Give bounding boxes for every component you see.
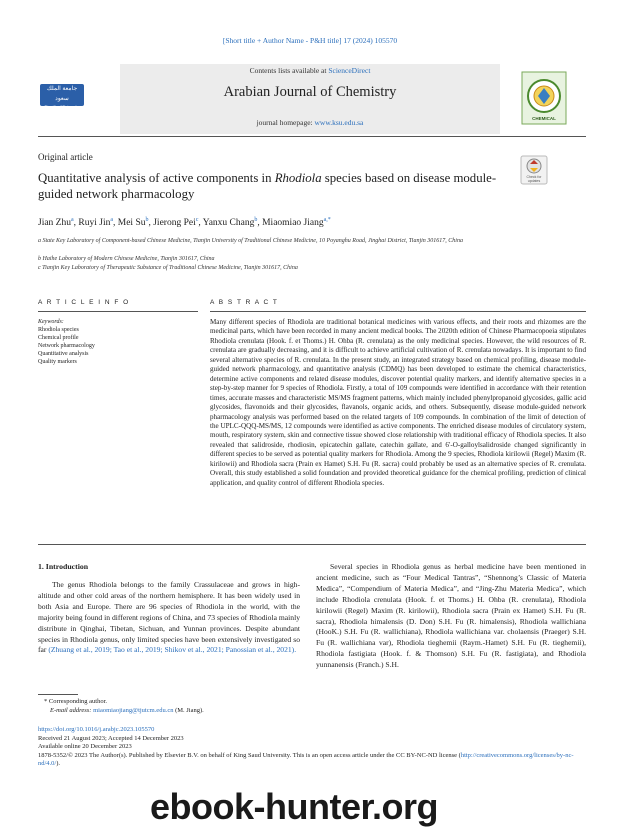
ksu-logo-text: جامعة الملك سعود King Saud University [44, 86, 80, 109]
author-name[interactable]: Jian Zhu [38, 218, 71, 229]
author-affiliation-marker[interactable]: b [145, 217, 149, 223]
check-label: Check for updates [526, 175, 542, 183]
license-text: 1878-5352/© 2023 The Author(s). Published by Elsevier B.V. on behalf of King Saud University. This is an open access article under the CC BY-NC-ND license ( [38, 751, 461, 759]
publication-info [38, 726, 586, 769]
contents-prefix: Contents lists available at [249, 66, 329, 75]
author-name[interactable]: Miaomiao Jiang [262, 218, 324, 229]
contents-line [120, 66, 500, 75]
abstract-rule [210, 311, 586, 312]
author-name[interactable]: Mei Su [117, 218, 146, 229]
footnote-rule [38, 694, 78, 695]
author-affiliation-marker[interactable]: b [254, 217, 258, 223]
author-affiliation-marker[interactable]: a [70, 217, 74, 223]
article-type: Original article [38, 152, 93, 162]
keyword-item: Quality markers [38, 359, 77, 365]
title-italic: Rhodiola [274, 171, 322, 185]
author-name[interactable]: Jierong Pei [153, 218, 196, 229]
article-info-rule [38, 311, 198, 312]
email-link[interactable]: miaomiaojiang@tjutcm.edu.cn [93, 706, 174, 714]
intro-text: The genus Rhodiola belongs to the family Crassulaceae and grows in high-altitude and other cold areas of the northern hemisphere. It has been widely used in both Asia and Europe. There are 96 species of Rhodiola in the world, with the majority being found in different regions of China, and 73 species of Rhodiola mainly distribute in Qinghai, Tibetan, Sichuan, and Yunnan provinces. Despite abundant species in Rhodiola genus, only limited species have been extensively investigated so far [38, 580, 300, 655]
author-name[interactable]: Ruyi Jin [78, 218, 111, 229]
email-suffix: (M. Jiang). [173, 706, 204, 714]
author-affiliation-marker[interactable]: c [195, 217, 199, 223]
author-list: Jian Zhu$^a$, Ruyi Jin$^a$, Mei Su$^b$, Jierong Pei$^c$, Yanxu Chang$^b$, Miaomiao Jiang$^{a,*}$ [38, 217, 331, 229]
author-affiliation-marker[interactable]: a [110, 217, 114, 223]
title-part: Quantitative analysis of active components in [38, 171, 275, 185]
license-end: ). [56, 760, 61, 767]
intro-references[interactable]: (Zhuang et al., 2019; Tao et al., 2019; Shikov et al., 2021; Panossian et al., 2021). [48, 645, 297, 655]
journal-homepage [120, 118, 500, 127]
running-head[interactable]: [Short title + Author Name - P&H title] 17 (2024) 105570 [222, 36, 398, 45]
affiliation-b: b Haihe Laboratory of Modern Chinese Medicine, Tianjin 301617, China [38, 256, 215, 262]
introduction-heading: 1. Introduction [38, 562, 89, 571]
available-online: Available online 20 December 2023 [38, 743, 132, 750]
abstract-text: Many different species of Rhodiola are traditional botanical medicines with various effects, and their roots and rhizomes are the medicinal parts, which have been recorded in many ancient medical books. The 2020th edition of Chinese Pharmacopoeia stipulates Rhodiola crenulata (Hook. f. et Thoms.) H. Ohba (R. crenulata) as the only medicinal species. However, the wild resources of R. crenulata are gradually decreasing, and it is difficult to achieve artificial cultivation of R. crenulata nowadays. It is important to find several alternative species of R. crenulata. In the present study, an integrated strategy based on chemical profiling, disease module-guided network pharmacology, and quantitative analysis (CDMQ) has been developed to estimate the chemical characteristics, determine active components and related disease modules, discover potential quality markers, and identify alternative species in a step-by-step manner for 9 species of Rhodiola. Firstly, a total of 109 compounds were identified in accordance with their retention times, accurate masses and characteristic MS/MS fragment patterns, which mainly included phenylpropanoid glycosides, gallic acid glycosides, flavonoids and their glycosides, flavanols, organic acids, and others. Subsequently, disease module-guided network pharmacology analysis was performed based on the related targets of 109 compounds. In combination of the limit of detection of the UPLC-QQQ-MS/MS, 12 compounds were identified as active components. The enriched disease modules of circulatory system, mouth, respiratory system, skin and connective tissue showed close relationship with traditional efficacy of Rhodiola species. It also revealed that salidroside, rhodiosin, epicatechin gallate, catechin gallate, and 6′-O-galloylsalidroside changed significantly in different species to be served as potential quality markers for Rhodiola. Among the 9 species, Rhodiola kirilowii (Regel) Maxim (R. kirilowii) and Rhodiola sacra (Prain ex Hamet) S.H. Fu (R. sacra) could probably be used as an alternative species of R. crenulata. Overall, this study established a solid foundation and provided theoretical guidance for the chemical profiling, prediction of clinical application, and quality control of different Rhodiola species. [210, 318, 586, 487]
watermark: ebook-hunter.org [150, 786, 438, 827]
doi-link[interactable]: https://doi.org/10.1016/j.arabjc.2023.105570 [38, 726, 155, 733]
keyword-item: Rhodiola species [38, 327, 79, 333]
journal-title: Arabian Journal of Chemistry [223, 84, 397, 100]
corresponding-label: * Corresponding author. [44, 698, 108, 705]
affiliation-c: c Tianjin Key Laboratory of Therapeutic Substance of Traditional Chinese Medicine, Tianjin 301617, China [38, 265, 298, 271]
sciencedirect-link[interactable]: ScienceDirect [328, 66, 371, 75]
intro-column-1 [38, 580, 300, 656]
article-info-heading: A R T I C L E I N F O [38, 299, 130, 306]
author-name[interactable]: Yanxu Chang [202, 218, 255, 229]
license-link[interactable]: http://creativecommons.org/licenses/by-nc-nd/4.0/ [38, 751, 574, 767]
header-rule [38, 136, 586, 137]
email-label: E-mail address: [50, 706, 94, 714]
keyword-item: Chemical profile [38, 335, 79, 341]
intro-column-2: Several species in Rhodiola genus as herbal medicine have been mentioned in ancient medicine, such as “Four Medical Tantras”, “Shennong’s Classic of Materia Medica”, “Compendium of Materia Medica”, and “Jing-Zhu Materia Medica”, which include Rhodiola crenulata (Hook. f. et Thoms.) H. Ohba (R. crenulata), Rhodiola kirilowii (Regel) Maxim (R. kirilowii), Rhodiola sacra (Prain ex Hamet) S.H. Fu (R. sacra), Rhodiola himalensis (D. Don) S.H. Fu (R. himalensis), Rhodiola wallichiana (HooK.) S.H. Fu (R. wallichiana), Rhodiola wallichiana var. cholaensis (Praeger) S.H. Fu (R. wallichiana var), Rhodiola tieghemii (Raym.-Hamet) S.H. Fu (R. tieghemii), Rhodiola fastigiata (Hook. f. & Thomson) S.H. Fu (R. fastigiata), and Rhodiola yunnanensis (Franch.) S.H. [316, 562, 586, 670]
affiliation-a: a State Key Laboratory of Component-based Chinese Medicine, Tianjin University of Traditional Chinese Medicine, 10 Poyanghu Road, Jinghai District, Tianjin 301617, China [38, 238, 463, 244]
keywords-block [38, 318, 188, 366]
received-dates: Received 21 August 2023; Accepted 14 December 2023 [38, 734, 184, 742]
abstract-heading: A B S T R A C T [210, 299, 279, 306]
title-part: species based on disease module-guided network pharmacology [38, 171, 497, 201]
keywords-label: Keywords: [38, 319, 64, 325]
keyword-item: Quantitative analysis [38, 351, 89, 357]
homepage-prefix: journal homepage: [256, 118, 315, 127]
keyword-item: Network pharmacology [38, 343, 95, 349]
author-affiliation-marker[interactable]: a,* [323, 217, 331, 223]
journal-cover-logo-text: CHEMICAL [532, 116, 556, 121]
check-for-updates-badge[interactable] [520, 155, 548, 185]
corresponding-author-note [38, 698, 204, 715]
abstract-bottom-rule [38, 544, 586, 545]
homepage-link[interactable]: www.ksu.edu.sa [314, 118, 364, 127]
article-title [38, 170, 508, 202]
